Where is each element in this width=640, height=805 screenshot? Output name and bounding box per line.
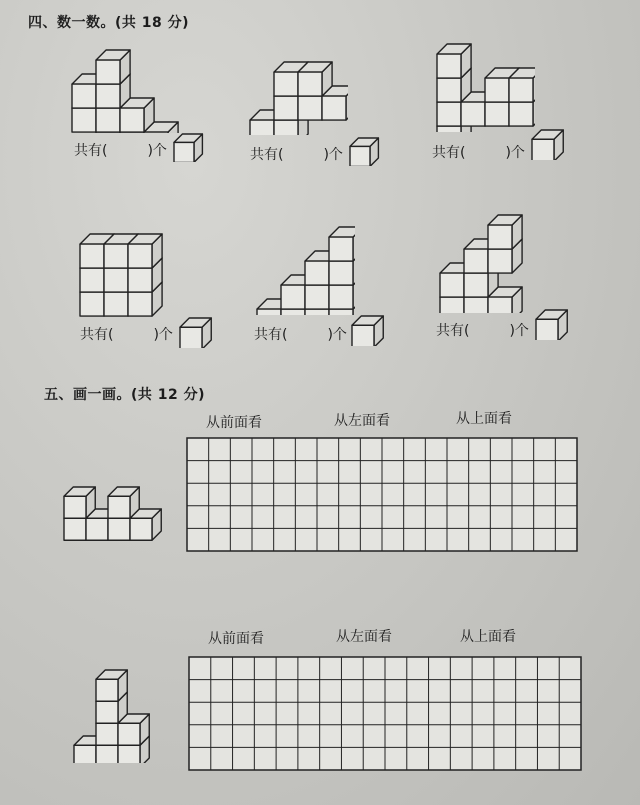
cube-figure-6 — [438, 213, 528, 313]
drawing-grid-1[interactable] — [186, 437, 578, 556]
cube-figure-8 — [72, 668, 168, 763]
count-label-6: 共有( )个 — [436, 323, 529, 339]
cube-figure-4 — [78, 232, 178, 322]
count-label-4: 共有( )个 — [80, 327, 173, 343]
view-label-front-2: 从前面看 — [208, 631, 264, 647]
view-label-left-2: 从左面看 — [336, 629, 392, 645]
single-cube-icon — [348, 136, 382, 166]
single-cube-icon — [178, 316, 212, 348]
view-label-left: 从左面看 — [334, 413, 390, 429]
count-label-5: 共有( )个 — [254, 327, 347, 343]
count-label-1: 共有( )个 — [74, 143, 167, 159]
view-label-front: 从前面看 — [206, 415, 262, 431]
count-label-3: 共有( )个 — [432, 145, 525, 161]
single-cube-icon — [172, 132, 206, 162]
cube-figure-3 — [435, 42, 535, 132]
view-label-top: 从上面看 — [456, 411, 512, 427]
drawing-grid-2[interactable] — [188, 656, 582, 775]
single-cube-icon — [534, 308, 568, 340]
cube-figure-7 — [62, 485, 182, 555]
cube-figure-1 — [70, 48, 180, 133]
single-cube-icon — [530, 128, 564, 160]
section-4-title: 四、数一数。(共 18 分) — [28, 15, 190, 31]
cube-figure-2 — [248, 60, 348, 135]
cube-figure-5 — [255, 225, 355, 315]
view-label-top-2: 从上面看 — [460, 629, 516, 645]
single-cube-icon — [350, 314, 384, 346]
count-label-2: 共有( )个 — [250, 147, 343, 163]
section-5-title: 五、画一画。(共 12 分) — [44, 387, 206, 403]
